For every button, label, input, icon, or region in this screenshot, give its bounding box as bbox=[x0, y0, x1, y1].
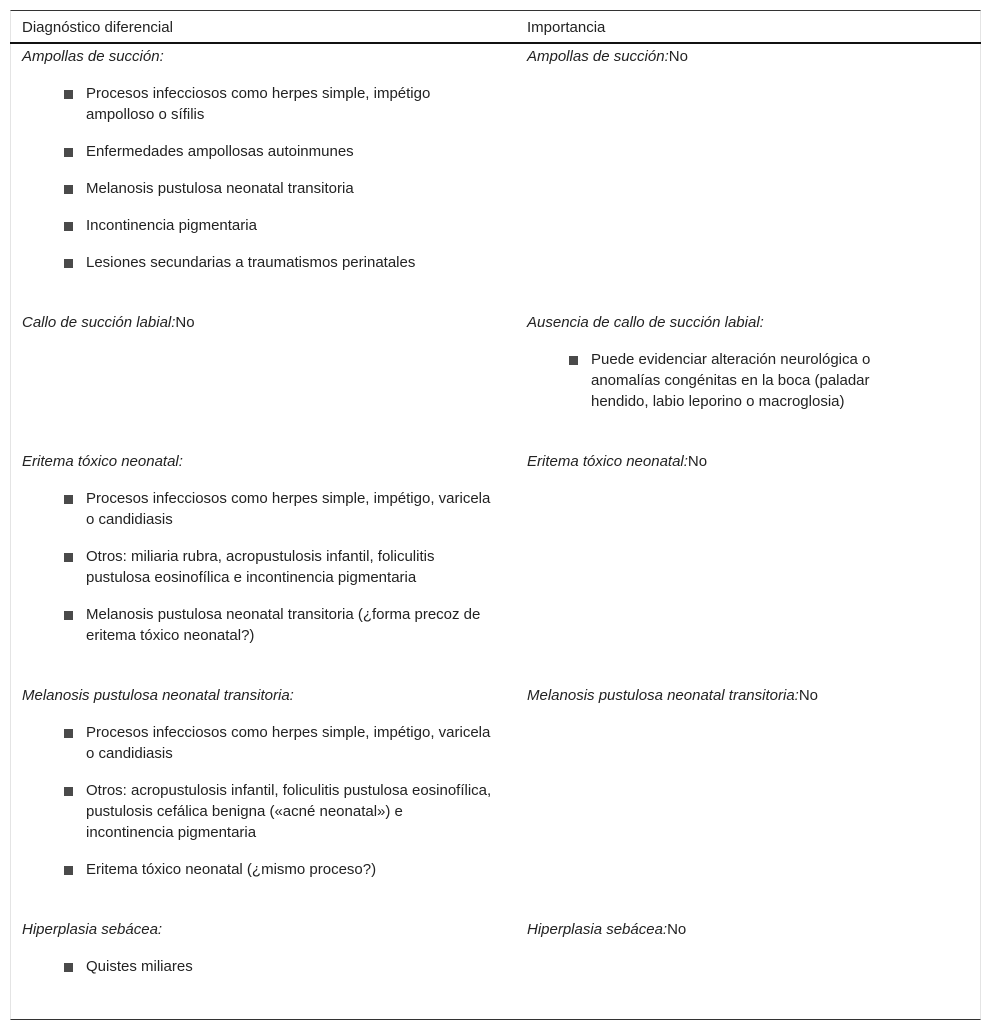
row-label: Hiperplasia sebácea: bbox=[527, 921, 668, 938]
row-label: Melanosis pustulosa neonatal transitoria: bbox=[527, 687, 799, 704]
row-1-diagnosis-cell bbox=[22, 46, 492, 289]
row-2-importance-list bbox=[567, 349, 907, 412]
row-3-importance-lead bbox=[527, 451, 907, 472]
list-item-text: Incontinencia pigmentaria bbox=[86, 217, 257, 234]
row-4-diagnosis-cell bbox=[22, 685, 492, 896]
row-5-diagnosis-list bbox=[62, 956, 492, 977]
row-5-importance-cell bbox=[527, 919, 907, 940]
row-4-diagnosis-list bbox=[62, 722, 492, 880]
list-item bbox=[62, 215, 492, 236]
list-item bbox=[62, 178, 492, 199]
square-bullet-icon bbox=[569, 356, 578, 365]
row-1-importance-cell bbox=[527, 46, 907, 67]
row-2-importance-cell bbox=[527, 312, 907, 428]
list-item-text: Lesiones secundarias a traumatismos perinatales bbox=[86, 254, 416, 271]
list-item-text: Procesos infecciosos como herpes simple, impétigo ampolloso o sífilis bbox=[86, 85, 431, 123]
row-1-importance-lead bbox=[527, 46, 907, 67]
row-2-importance-lead bbox=[527, 312, 907, 333]
row-1-diagnosis-list bbox=[62, 83, 492, 273]
list-item bbox=[62, 252, 492, 273]
row-3-diagnosis-list bbox=[62, 488, 492, 646]
row-value: No bbox=[668, 48, 688, 65]
list-item-text: Otros: miliaria rubra, acropustulosis infantil, foliculitis pustulosa eosinofílica e incontinencia pigmentaria bbox=[86, 548, 435, 586]
list-item bbox=[62, 780, 492, 843]
row-4-diagnosis-lead bbox=[22, 685, 492, 706]
list-item bbox=[62, 141, 492, 162]
square-bullet-icon bbox=[64, 553, 73, 562]
list-item bbox=[62, 546, 492, 588]
row-label: Ausencia de callo de succión labial: bbox=[527, 314, 764, 331]
row-1-diagnosis-lead bbox=[22, 46, 492, 67]
square-bullet-icon bbox=[64, 259, 73, 268]
header-diagnosis: Diagnóstico diferencial bbox=[22, 19, 173, 36]
list-item-text: Melanosis pustulosa neonatal transitoria (¿forma precoz de eritema tóxico neonatal?) bbox=[86, 606, 481, 644]
list-item-text: Procesos infecciosos como herpes simple, impétigo, varicela o candidiasis bbox=[86, 490, 491, 528]
row-label: Eritema tóxico neonatal: bbox=[527, 453, 688, 470]
row-label: Hiperplasia sebácea: bbox=[22, 921, 163, 938]
square-bullet-icon bbox=[64, 963, 73, 972]
list-item-text: Quistes miliares bbox=[86, 958, 193, 975]
table-header bbox=[10, 11, 981, 44]
row-3-importance-cell bbox=[527, 451, 907, 472]
list-item-text: Otros: acropustulosis infantil, foliculitis pustulosa eosinofílica, pustulosis cefálica benigna («acné neonatal») e incontinencia pigmentaria bbox=[86, 782, 492, 841]
square-bullet-icon bbox=[64, 148, 73, 157]
row-2-diagnosis-lead bbox=[22, 312, 492, 333]
square-bullet-icon bbox=[64, 729, 73, 738]
list-item-text: Eritema tóxico neonatal (¿mismo proceso?) bbox=[86, 861, 377, 878]
list-item bbox=[62, 859, 492, 880]
row-value: No bbox=[687, 453, 708, 470]
row-4-importance-lead bbox=[527, 685, 907, 706]
list-item-text: Puede evidenciar alteración neurológica o anomalías congénitas en la boca (paladar hendido, labio leporino o macroglosia) bbox=[591, 351, 871, 410]
row-4-importance-cell bbox=[527, 685, 907, 706]
square-bullet-icon bbox=[64, 222, 73, 231]
row-5-importance-lead bbox=[527, 919, 907, 940]
list-item-text: Procesos infecciosos como herpes simple, impétigo, varicela o candidiasis bbox=[86, 724, 491, 762]
list-item bbox=[62, 722, 492, 764]
row-label: Melanosis pustulosa neonatal transitoria: bbox=[22, 687, 294, 704]
list-item bbox=[62, 83, 492, 125]
row-label: Ampollas de succión: bbox=[22, 48, 164, 65]
square-bullet-icon bbox=[64, 787, 73, 796]
row-value: No bbox=[175, 314, 195, 331]
list-item-text: Enfermedades ampollosas autoinmunes bbox=[86, 143, 354, 160]
list-item-text: Melanosis pustulosa neonatal transitoria bbox=[86, 180, 354, 197]
row-label: Eritema tóxico neonatal: bbox=[22, 453, 183, 470]
row-3-diagnosis-cell bbox=[22, 451, 492, 662]
square-bullet-icon bbox=[64, 611, 73, 620]
square-bullet-icon bbox=[64, 90, 73, 99]
square-bullet-icon bbox=[64, 866, 73, 875]
row-value: No bbox=[667, 921, 687, 938]
header-importance: Importancia bbox=[527, 19, 606, 36]
square-bullet-icon bbox=[64, 185, 73, 194]
list-item bbox=[62, 488, 492, 530]
row-5-diagnosis-lead bbox=[22, 919, 492, 940]
row-5-diagnosis-cell bbox=[22, 919, 492, 993]
row-label: Callo de succión labial: bbox=[22, 314, 176, 331]
row-value: No bbox=[798, 687, 819, 704]
list-item bbox=[567, 349, 907, 412]
square-bullet-icon bbox=[64, 495, 73, 504]
row-3-diagnosis-lead bbox=[22, 451, 492, 472]
row-2-diagnosis-cell bbox=[22, 312, 492, 333]
list-item bbox=[62, 604, 492, 646]
row-label: Ampollas de succión: bbox=[527, 48, 669, 65]
list-item bbox=[62, 956, 492, 977]
